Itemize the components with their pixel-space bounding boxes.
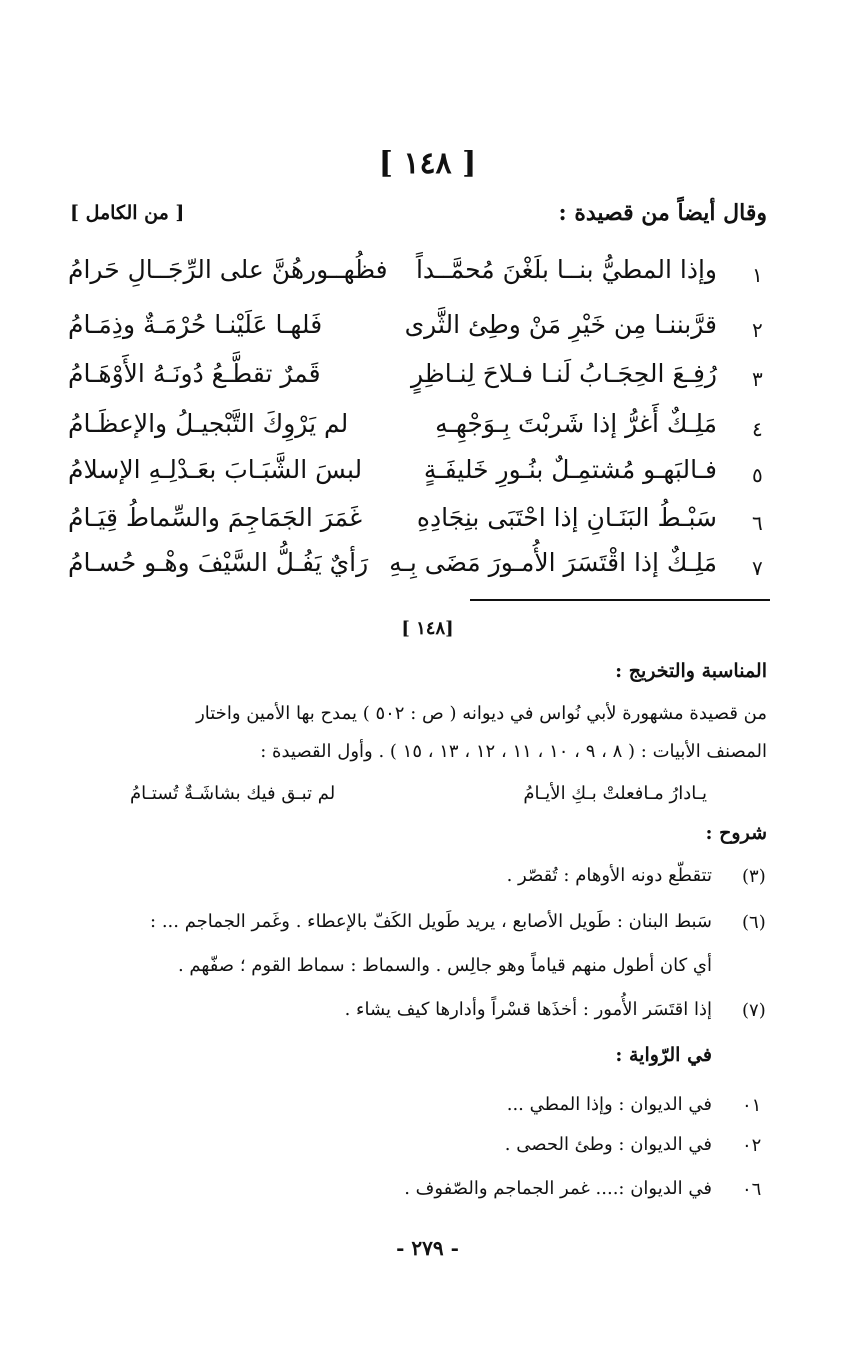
verse-second-hemistich: رَأيٌ يَفُـلُّ السَّيْفَ وهْـو حُسـامُ bbox=[68, 548, 369, 577]
variant-text: في الديوان :.... غمر الجماجم والصّفوف . bbox=[404, 1178, 712, 1199]
commentary-heading: شروح : bbox=[705, 822, 767, 844]
verse-first-hemistich: وإذا المطيُّ بنــا بلَغْنَ مُحمَّــداً bbox=[415, 255, 717, 284]
verse-first-hemistich: سَبْـطُ البَنَـانِ إذا احْتَبَى بنِجَادِهِ bbox=[416, 503, 717, 532]
verse-number: ٢ bbox=[752, 318, 763, 342]
verse-second-hemistich: فَلهـا عَلَيْنـا حُرْمَـةٌ وذِمَـامُ bbox=[68, 310, 323, 339]
verse-number: ٣ bbox=[752, 367, 763, 391]
verse-number: ١ bbox=[752, 263, 763, 287]
note-number: (٣) bbox=[742, 866, 766, 887]
verse-second-hemistich: فظُهــورهُنَّ على الرِّجَــالِ حَرامُ bbox=[68, 255, 388, 284]
first-verse-hemistich-b: لم تبـق فيك بشاشَـةٌ تُستـامُ bbox=[130, 783, 336, 804]
verse-first-hemistich: مَلِـكٌ إذا اقْتَسَرَ الأُمـورَ مَضَى بِـهِ bbox=[389, 548, 717, 577]
note-text: سَبط البنان : طَويل الأصابع ، يريد طَويل الكَفّ بالإعطاء . وغَمر الجماجم ... : bbox=[150, 911, 712, 932]
note-number: (٦) bbox=[742, 912, 766, 933]
verse-first-hemistich: قرَّبننـا مِن خَيْرِ مَنْ وطِئ الثَّرى bbox=[404, 310, 717, 339]
verse-second-hemistich: لبسَ الشَّبَـابَ بعَـدْلِـهِ الإسلامُ bbox=[68, 455, 363, 484]
relevance-text-line2: المصنف الأبيات : ( ٨ ، ٩ ، ١٠ ، ١١ ، ١٢ ، ١٣ ، ١٥ ) . وأول القصيدة : bbox=[260, 741, 767, 762]
note-number: (٧) bbox=[742, 1000, 766, 1021]
variant-number: ٠١ bbox=[742, 1095, 762, 1116]
poem-number: [ ١٤٨ ] bbox=[378, 146, 477, 181]
variant-number: ٠٢ bbox=[742, 1135, 762, 1156]
poem-intro: وقال أيضاً من قصيدة : bbox=[558, 200, 767, 226]
variant-text: في الديوان : وطئ الحصى . bbox=[504, 1134, 712, 1155]
page-number: - ٢٧٩ - bbox=[396, 1236, 459, 1260]
section-number: [ ١٤٨] bbox=[401, 618, 454, 639]
meter-label: [ من الكامل ] bbox=[70, 202, 185, 224]
relevance-text-line1: من قصيدة مشهورة لأبي نُواس في ديوانه ( ص : ٥٠٢ ) يمدح بها الأمين واختار bbox=[196, 703, 767, 724]
verse-first-hemistich: رُفِـعَ الحِجَـابُ لَنـا فـلاحَ لِنـاظِرٍ bbox=[411, 359, 717, 388]
relevance-heading: المناسبة والتخريج : bbox=[615, 660, 767, 682]
variant-text: في الديوان : وإذا المطي ... bbox=[506, 1094, 712, 1115]
note-text-continued: أي كان أطول منهم قياماً وهو جالِس . والسماط : سماط القوم ؛ صفّهم . bbox=[177, 955, 712, 976]
note-text: تتقطّع دونه الأوهام : تُقصّر . bbox=[506, 865, 712, 886]
separator-line bbox=[470, 599, 770, 601]
narration-heading: في الرّواية : bbox=[615, 1044, 712, 1066]
verse-second-hemistich: قَمرٌ تقطَّـعُ دُونَـهُ الأَوْهَـامُ bbox=[68, 359, 321, 388]
verse-second-hemistich: لم يَرْوِكَ التَّبْجيـلُ والإعظَـامُ bbox=[68, 409, 349, 438]
variant-number: ٠٦ bbox=[742, 1179, 762, 1200]
verse-first-hemistich: فـالبَهـو مُشتمِـلٌ بنُـورِ خَليفَـةٍ bbox=[423, 455, 717, 484]
verse-first-hemistich: مَلِـكٌ أَغرُّ إذا شَربْتَ بِـوَجْهِـهِ bbox=[435, 409, 717, 438]
verse-second-hemistich: غَمَرَ الجَمَاجِمَ والسِّماطُ قِيَـامُ bbox=[68, 503, 363, 532]
verse-number: ٦ bbox=[752, 511, 763, 535]
verse-number: ٧ bbox=[752, 556, 763, 580]
verse-number: ٥ bbox=[752, 463, 763, 487]
note-text: إذا اقتَسَر الأُمور : أخذَها قسْراً وأدارها كيف يشاء . bbox=[344, 999, 712, 1020]
first-verse-hemistich-a: يـادارُ مـافعلتْ بـكِ الأيـامُ bbox=[523, 783, 707, 804]
verse-number: ٤ bbox=[752, 417, 763, 441]
